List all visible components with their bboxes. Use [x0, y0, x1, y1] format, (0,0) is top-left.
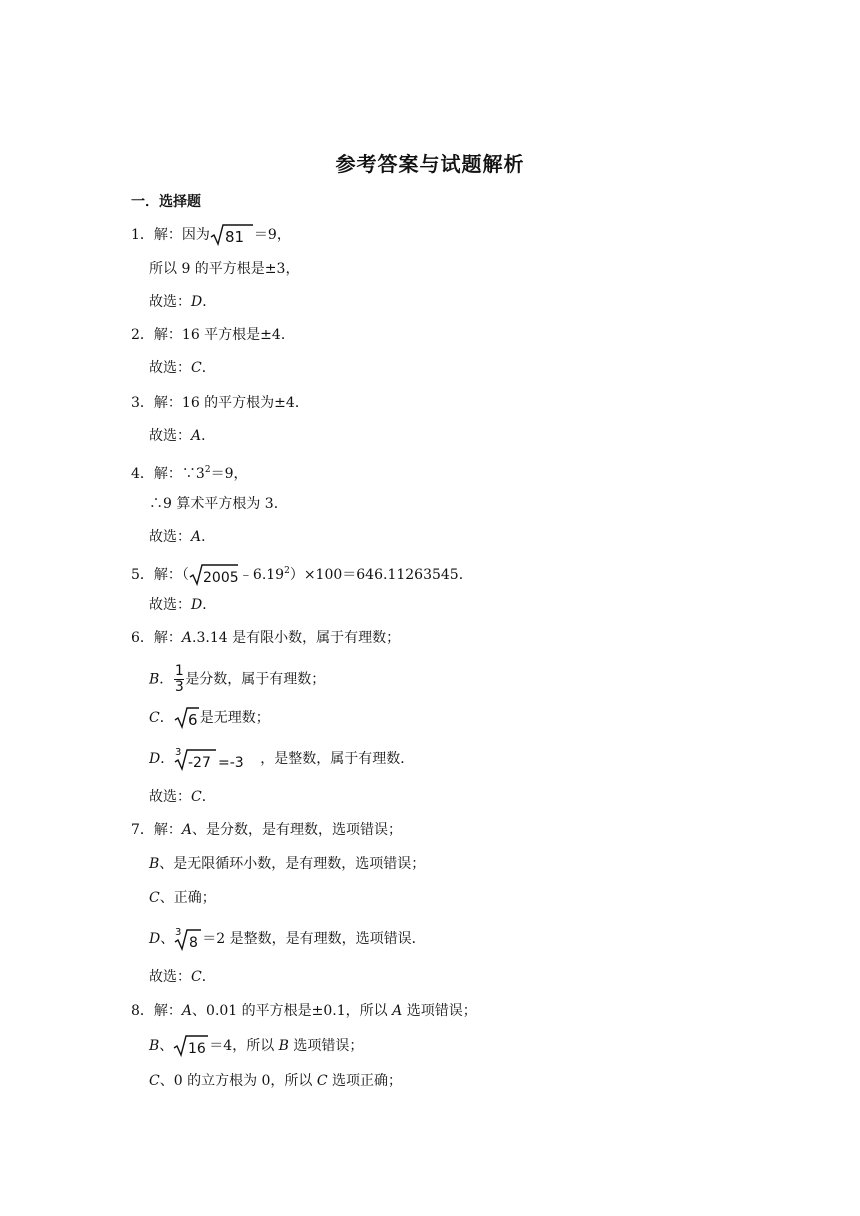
option-text: 、0.01 的平方根是±0.1，所以 [192, 1003, 393, 1019]
q6-answer [149, 787, 216, 807]
q5-text-b: ﹣6.19 [238, 567, 285, 583]
q3-line1 [131, 393, 309, 413]
q5-text: 解：（ [153, 567, 189, 583]
page-title: 参考答案与试题解析 [335, 152, 525, 176]
option-letter: D [149, 751, 161, 767]
root-index: 3 [175, 927, 182, 938]
q1-text: 解：因为 [153, 227, 210, 243]
option-text-b: 选项错误； [288, 1038, 364, 1054]
option-letter: C [149, 710, 160, 726]
radicand: 8 [189, 935, 199, 951]
fraction-one-third [174, 665, 184, 694]
period: ． [202, 294, 217, 310]
separator: 、 [160, 931, 175, 947]
cube-root-8 [174, 926, 202, 952]
exponent: 2 [284, 566, 290, 576]
answer-letter: C [191, 969, 202, 985]
period: ． [201, 529, 216, 545]
option-letter-inline: C [316, 1073, 328, 1089]
separator: 、 [159, 1038, 174, 1054]
answer-letter: A [191, 428, 202, 444]
select-label: 故选： [149, 428, 191, 444]
q6-line-b [149, 665, 325, 694]
option-letter: B [149, 1038, 160, 1054]
period: ． [201, 789, 216, 805]
q8-number: 8． [131, 1003, 154, 1019]
option-text: ＝2 是整数，是有理数，选项错误． [202, 931, 426, 947]
q2-answer [149, 358, 216, 378]
period: ． [202, 597, 217, 613]
answer-letter: C [191, 360, 202, 376]
sqrt-6 [174, 706, 200, 730]
q7-line-b [149, 854, 425, 874]
option-letter-inline: A [392, 1003, 403, 1019]
sqrt-81 [210, 223, 254, 247]
q4-number: 4． [131, 466, 154, 482]
select-label: 故选： [149, 294, 191, 310]
radicand: 16 [188, 1041, 207, 1057]
option-letter: A [181, 822, 193, 838]
q7-answer [149, 967, 216, 987]
q6-number: 6． [131, 630, 154, 646]
section-heading: 一．选择题 [131, 194, 201, 210]
option-text: ，是整数，属于有理数． [260, 751, 415, 767]
q5-number: 5． [131, 567, 154, 583]
q1-line2: 所以 9 的平方根是±3， [149, 261, 300, 277]
option-letter: B [149, 671, 160, 688]
q8-text: 解： [153, 1003, 182, 1019]
q5-answer [149, 595, 216, 615]
option-letter: D [149, 931, 161, 947]
answer-letter: C [191, 789, 202, 805]
root-index: 3 [175, 747, 182, 758]
period: ． [159, 671, 174, 688]
equals-result: =-3 [218, 755, 244, 771]
option-letter-inline: B [278, 1038, 289, 1054]
period: ． [201, 360, 216, 376]
q8-line-c [149, 1071, 402, 1091]
q6-line-d [149, 746, 414, 772]
q3-answer [149, 426, 215, 446]
cube-root-neg-27 [174, 746, 260, 772]
option-text: 、是分数，是有理数，选项错误； [192, 822, 403, 838]
q4-line2: ∴9 算术平方根为 3． [149, 496, 288, 512]
period: ． [201, 969, 216, 985]
q2-line1 [131, 325, 295, 345]
q3-text: 解：16 的平方根为±4． [153, 395, 309, 411]
q4-text-b: ＝9， [210, 466, 248, 482]
option-text: 、正确； [159, 890, 216, 906]
option-text: 、0 的立方根为 0，所以 [159, 1073, 317, 1089]
select-label: 故选： [149, 597, 191, 613]
q8-line-b [149, 1034, 363, 1058]
q1-number: 1． [131, 227, 154, 243]
q4-text: 解：∵3 [153, 466, 205, 482]
q1-line1 [131, 223, 291, 247]
answer-letter: D [191, 597, 203, 613]
period: ． [201, 428, 216, 444]
option-letter: A [181, 1003, 193, 1019]
select-label: 故选： [149, 529, 191, 545]
q7-line-c [149, 888, 216, 908]
answer-letter: A [191, 529, 202, 545]
q4-answer [149, 527, 215, 547]
svg-text:2005: 2005 [202, 570, 239, 586]
q3-number: 3． [131, 395, 154, 411]
select-label: 故选： [149, 969, 191, 985]
q5-line1 [131, 561, 473, 587]
q7-line-d [149, 926, 426, 952]
radicand: 6 [187, 711, 198, 729]
q1-answer [149, 292, 216, 312]
q4-line1 [131, 460, 248, 484]
option-text-b: 选项正确； [327, 1073, 403, 1089]
period: ． [160, 751, 175, 767]
fraction-denominator: 3 [174, 679, 184, 695]
option-letter: C [149, 1073, 160, 1089]
select-label: 故选： [149, 360, 191, 376]
option-text-b: 选项错误； [402, 1003, 477, 1019]
option-text: 是无理数； [199, 710, 270, 726]
q2-text: 解：16 平方根是±4． [153, 327, 295, 343]
q8-line1 [131, 1001, 477, 1021]
option-letter: A [181, 630, 193, 646]
q2-number: 2． [131, 327, 154, 343]
q7-line1 [131, 820, 402, 840]
svg-text:81: 81 [224, 228, 245, 246]
option-text: 是分数，属于有理数； [185, 671, 326, 688]
option-text: ＝4，所以 [209, 1038, 279, 1054]
sqrt-16 [173, 1034, 209, 1058]
option-letter: B [149, 856, 160, 872]
q7-text: 解： [153, 822, 182, 838]
fraction-numerator: 1 [174, 663, 184, 679]
q1-text-b: ＝9， [253, 227, 291, 243]
radicand: -27 [188, 755, 212, 771]
q6-line1 [131, 628, 400, 648]
q6-text: 解： [153, 630, 182, 646]
exponent: 2 [204, 465, 211, 475]
option-text: 、是无限循环小数，是有理数，选项错误； [159, 856, 426, 872]
q7-number: 7． [131, 822, 154, 838]
sqrt-2005 [189, 563, 239, 587]
q6-text-b: .3.14 是有限小数，属于有理数； [192, 630, 401, 646]
select-label: 故选： [149, 789, 191, 805]
q6-line-c [149, 706, 270, 730]
period: ． [159, 710, 174, 726]
option-letter: C [149, 890, 160, 906]
answer-letter: D [191, 294, 203, 310]
q5-text-c: ）×100＝646.11263545． [289, 567, 473, 583]
